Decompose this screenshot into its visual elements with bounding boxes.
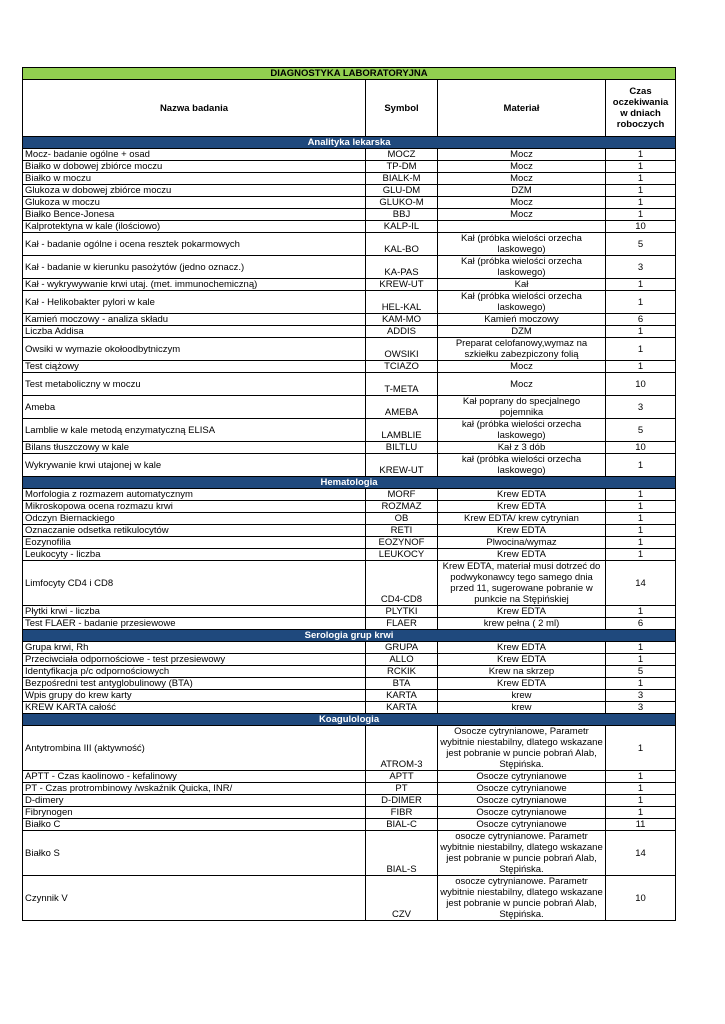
table-row — [23, 197, 676, 209]
cell-symbol: BTA — [366, 678, 438, 690]
header-days: Czas oczekiwania w dniach roboczych — [606, 80, 676, 137]
cell-name: Wpis grupy do krew karty — [23, 690, 366, 702]
cell-symbol: GLU-DM — [366, 185, 438, 197]
cell-symbol: MOCZ — [366, 149, 438, 161]
table-row — [23, 338, 676, 361]
cell-symbol: BILTLU — [366, 442, 438, 454]
table-row — [23, 618, 676, 630]
table-row — [23, 642, 676, 654]
table-row — [23, 537, 676, 549]
table-row — [23, 831, 676, 876]
table-row — [23, 807, 676, 819]
header-material: Materiał — [438, 80, 606, 137]
cell-symbol: KAL-BO — [366, 233, 438, 256]
cell-days: 3 — [606, 256, 676, 279]
section-title: Serologia grup krwi — [23, 630, 676, 642]
header-name: Nazwa badania — [23, 80, 366, 137]
cell-name: Antytrombina III (aktywność) — [23, 726, 366, 771]
cell-days: 1 — [606, 326, 676, 338]
cell-days: 3 — [606, 702, 676, 714]
cell-name: Czynnik V — [23, 876, 366, 921]
table-title: DIAGNOSTYKA LABORATORYJNA — [23, 68, 676, 80]
cell-days: 11 — [606, 819, 676, 831]
cell-name: Kał - badanie ogólne i ocena resztek pokarmowych — [23, 233, 366, 256]
cell-days: 1 — [606, 338, 676, 361]
cell-symbol: T-META — [366, 373, 438, 396]
cell-symbol: PT — [366, 783, 438, 795]
cell-days: 1 — [606, 795, 676, 807]
cell-days: 1 — [606, 149, 676, 161]
cell-days: 1 — [606, 654, 676, 666]
table-row — [23, 606, 676, 618]
cell-symbol: KREW-UT — [366, 279, 438, 291]
cell-days: 1 — [606, 549, 676, 561]
cell-days: 1 — [606, 361, 676, 373]
cell-name: Leukocyty - liczba — [23, 549, 366, 561]
cell-material: Kał — [438, 279, 606, 291]
table-row — [23, 314, 676, 326]
cell-material — [438, 221, 606, 233]
table-row — [23, 279, 676, 291]
cell-material: DZM — [438, 185, 606, 197]
header-symbol: Symbol — [366, 80, 438, 137]
cell-name: Grupa krwi, Rh — [23, 642, 366, 654]
table-row — [23, 256, 676, 279]
cell-material: krew pełna ( 2 ml) — [438, 618, 606, 630]
cell-symbol: APTT — [366, 771, 438, 783]
cell-name: KREW KARTA całość — [23, 702, 366, 714]
cell-name: Fibrynogen — [23, 807, 366, 819]
cell-symbol: FLAER — [366, 618, 438, 630]
table-row — [23, 173, 676, 185]
cell-material: Kamień moczowy — [438, 314, 606, 326]
cell-symbol: KARTA — [366, 702, 438, 714]
cell-material: Kał (próbka wielości orzecha laskowego) — [438, 256, 606, 279]
cell-name: Bezpośredni test antyglobulinowy (BTA) — [23, 678, 366, 690]
cell-symbol: CZV — [366, 876, 438, 921]
table-row — [23, 233, 676, 256]
cell-days: 1 — [606, 783, 676, 795]
section-header-row — [23, 714, 676, 726]
cell-days: 1 — [606, 501, 676, 513]
cell-days: 1 — [606, 209, 676, 221]
cell-material: Osocze cytrynianowe — [438, 783, 606, 795]
cell-days: 6 — [606, 618, 676, 630]
cell-days: 10 — [606, 442, 676, 454]
table-row — [23, 771, 676, 783]
cell-material: Mocz — [438, 161, 606, 173]
cell-symbol: HEL-KAL — [366, 291, 438, 314]
cell-name: Kał - badanie w kierunku pasożytów (jedno oznacz.) — [23, 256, 366, 279]
table-row — [23, 690, 676, 702]
cell-days: 5 — [606, 666, 676, 678]
cell-material: Krew EDTA — [438, 606, 606, 618]
cell-name: Przeciwciała odpornościowe - test przesiewowy — [23, 654, 366, 666]
table-row — [23, 666, 676, 678]
cell-name: PT - Czas protrombinowy /wskaźnik Quicka, INR/ — [23, 783, 366, 795]
cell-symbol: BIAL-S — [366, 831, 438, 876]
cell-days: 1 — [606, 807, 676, 819]
table-row — [23, 525, 676, 537]
cell-days: 1 — [606, 197, 676, 209]
cell-name: Test ciążowy — [23, 361, 366, 373]
table-row — [23, 654, 676, 666]
cell-name: Glukoza w moczu — [23, 197, 366, 209]
cell-name: Kalprotektyna w kale (ilościowo) — [23, 221, 366, 233]
cell-name: Kał - wykrywywanie krwi utaj. (met. immunochemiczną) — [23, 279, 366, 291]
cell-material: Osocze cytrynianowe — [438, 795, 606, 807]
table-row — [23, 221, 676, 233]
cell-material: Krew na skrzep — [438, 666, 606, 678]
cell-name: Oznaczanie odsetka retikulocytów — [23, 525, 366, 537]
cell-symbol: RCKIK — [366, 666, 438, 678]
cell-material: Mocz — [438, 149, 606, 161]
cell-material: Osocze cytrynianowe, Parametr wybitnie niestabilny, dlatego wskazane jest pobranie w puncie pobrań Alab, Stępińska. — [438, 726, 606, 771]
cell-material: Mocz — [438, 209, 606, 221]
cell-symbol: GRUPA — [366, 642, 438, 654]
cell-symbol: GLUKO-M — [366, 197, 438, 209]
cell-name: Limfocyty CD4 i CD8 — [23, 561, 366, 606]
cell-material: Kał (próbka wielości orzecha laskowego) — [438, 291, 606, 314]
table-row — [23, 396, 676, 419]
cell-days: 5 — [606, 419, 676, 442]
cell-days: 3 — [606, 690, 676, 702]
table-row — [23, 149, 676, 161]
cell-symbol: KARTA — [366, 690, 438, 702]
cell-symbol: MORF — [366, 489, 438, 501]
table-row — [23, 549, 676, 561]
cell-days: 1 — [606, 642, 676, 654]
cell-material: Kał poprany do specjalnego pojemnika — [438, 396, 606, 419]
cell-symbol: KA-PAS — [366, 256, 438, 279]
cell-symbol: BIALK-M — [366, 173, 438, 185]
cell-symbol: ALLO — [366, 654, 438, 666]
cell-name: Test metaboliczny w moczu — [23, 373, 366, 396]
cell-name: Wykrywanie krwi utajonej w kale — [23, 454, 366, 477]
section-title: Analityka lekarska — [23, 137, 676, 149]
cell-symbol: CD4-CD8 — [366, 561, 438, 606]
cell-material: Mocz — [438, 373, 606, 396]
cell-material: Mocz — [438, 173, 606, 185]
table-row — [23, 876, 676, 921]
section-header-row — [23, 630, 676, 642]
section-title: Koagulologia — [23, 714, 676, 726]
cell-material: krew — [438, 702, 606, 714]
cell-material: osocze cytrynianowe. Parametr wybitnie niestabilny, dlatego wskazane jest pobranie w puncie pobrań Alab, Stępińska. — [438, 831, 606, 876]
cell-material: Mocz — [438, 197, 606, 209]
cell-name: Test FLAER - badanie przesiewowe — [23, 618, 366, 630]
cell-name: Białko w moczu — [23, 173, 366, 185]
cell-days: 1 — [606, 678, 676, 690]
cell-days: 10 — [606, 373, 676, 396]
cell-material: krew — [438, 690, 606, 702]
cell-days: 10 — [606, 876, 676, 921]
cell-name: APTT - Czas kaolinowo - kefalinowy — [23, 771, 366, 783]
cell-days: 1 — [606, 771, 676, 783]
cell-days: 1 — [606, 513, 676, 525]
cell-symbol: EOZYNOF — [366, 537, 438, 549]
table-title-row — [23, 68, 676, 80]
cell-material: Osocze cytrynianowe — [438, 771, 606, 783]
cell-symbol: FIBR — [366, 807, 438, 819]
cell-days: 14 — [606, 831, 676, 876]
cell-symbol: KAM-MO — [366, 314, 438, 326]
cell-days: 1 — [606, 185, 676, 197]
cell-material: Krew EDTA — [438, 501, 606, 513]
cell-symbol: KALP-IL — [366, 221, 438, 233]
cell-name: Eozynofilia — [23, 537, 366, 549]
cell-days: 6 — [606, 314, 676, 326]
cell-symbol: LAMBLIE — [366, 419, 438, 442]
table-row — [23, 489, 676, 501]
cell-material: Krew EDTA — [438, 654, 606, 666]
cell-days: 5 — [606, 233, 676, 256]
cell-material: Osocze cytrynianowe — [438, 819, 606, 831]
cell-material: Osocze cytrynianowe — [438, 807, 606, 819]
section-header-row — [23, 477, 676, 489]
cell-material: Krew EDTA — [438, 549, 606, 561]
table-row — [23, 161, 676, 173]
cell-name: Liczba Addisa — [23, 326, 366, 338]
cell-name: Ameba — [23, 396, 366, 419]
cell-symbol: ADDIS — [366, 326, 438, 338]
cell-material: Krew EDTA/ krew cytrynian — [438, 513, 606, 525]
cell-symbol: D-DIMER — [366, 795, 438, 807]
cell-days: 1 — [606, 489, 676, 501]
table-row — [23, 454, 676, 477]
cell-days: 10 — [606, 221, 676, 233]
cell-symbol: KREW-UT — [366, 454, 438, 477]
cell-name: Owsiki w wymazie okołoodbytniczym — [23, 338, 366, 361]
table-row — [23, 419, 676, 442]
cell-symbol: PLYTKI — [366, 606, 438, 618]
cell-material: DZM — [438, 326, 606, 338]
table-row — [23, 361, 676, 373]
cell-material: kał (próbka wielości orzecha laskowego) — [438, 454, 606, 477]
cell-name: Odczyn Biernackiego — [23, 513, 366, 525]
cell-name: Lamblie w kale metodą enzymatyczną ELISA — [23, 419, 366, 442]
cell-symbol: BBJ — [366, 209, 438, 221]
table-row — [23, 501, 676, 513]
cell-name: Białko w dobowej zbiórce moczu — [23, 161, 366, 173]
cell-material: Preparat celofanowy,wymaz na szkiełku zabezpiczony folią — [438, 338, 606, 361]
cell-days: 1 — [606, 454, 676, 477]
cell-symbol: RETI — [366, 525, 438, 537]
cell-days: 3 — [606, 396, 676, 419]
cell-symbol: OWSIKI — [366, 338, 438, 361]
cell-name: Białko C — [23, 819, 366, 831]
cell-name: Glukoza w dobowej zbiórce moczu — [23, 185, 366, 197]
section-header-row — [23, 137, 676, 149]
cell-symbol: ATROM-3 — [366, 726, 438, 771]
table-row — [23, 561, 676, 606]
cell-material: Mocz — [438, 361, 606, 373]
table-row — [23, 326, 676, 338]
table-row — [23, 513, 676, 525]
lab-tests-table — [22, 67, 676, 921]
table-row — [23, 678, 676, 690]
table-row — [23, 726, 676, 771]
cell-days: 1 — [606, 291, 676, 314]
cell-days: 1 — [606, 279, 676, 291]
cell-symbol: AMEBA — [366, 396, 438, 419]
cell-name: Kamień moczowy - analiza składu — [23, 314, 366, 326]
cell-symbol: OB — [366, 513, 438, 525]
cell-days: 1 — [606, 537, 676, 549]
table-row — [23, 291, 676, 314]
table-row — [23, 209, 676, 221]
cell-name: Identyfikacja p/c odpornościowych — [23, 666, 366, 678]
table-row — [23, 185, 676, 197]
table-row — [23, 373, 676, 396]
cell-symbol: TP-DM — [366, 161, 438, 173]
header-row — [23, 80, 676, 137]
table-row — [23, 702, 676, 714]
cell-material: osocze cytrynianowe. Parametr wybitnie niestabilny, dlatego wskazane jest pobranie w puncie pobrań Alab, Stępińska. — [438, 876, 606, 921]
table-row — [23, 795, 676, 807]
table-row — [23, 819, 676, 831]
cell-symbol: BIAL-C — [366, 819, 438, 831]
cell-material: Kał (próbka wielości orzecha laskowego) — [438, 233, 606, 256]
cell-days: 14 — [606, 561, 676, 606]
section-title: Hematologia — [23, 477, 676, 489]
cell-days: 1 — [606, 606, 676, 618]
cell-symbol: ROZMAZ — [366, 501, 438, 513]
cell-name: Mikroskopowa ocena rozmazu krwi — [23, 501, 366, 513]
cell-name: Białko Bence-Jonesa — [23, 209, 366, 221]
cell-material: kał (próbka wielości orzecha laskowego) — [438, 419, 606, 442]
cell-name: Bilans tłuszczowy w kale — [23, 442, 366, 454]
cell-days: 1 — [606, 726, 676, 771]
cell-material: Krew EDTA — [438, 489, 606, 501]
cell-material: Krew EDTA — [438, 642, 606, 654]
cell-material: Krew EDTA — [438, 525, 606, 537]
cell-material: Plwocina/wymaz — [438, 537, 606, 549]
cell-name: Kał - Helikobakter pylori w kale — [23, 291, 366, 314]
cell-days: 1 — [606, 161, 676, 173]
cell-name: Mocz- badanie ogólne + osad — [23, 149, 366, 161]
table-row — [23, 783, 676, 795]
cell-name: Płytki krwi - liczba — [23, 606, 366, 618]
cell-material: Kał z 3 dób — [438, 442, 606, 454]
cell-symbol: LEUKOCY — [366, 549, 438, 561]
cell-name: D-dimery — [23, 795, 366, 807]
cell-name: Białko S — [23, 831, 366, 876]
cell-material: Krew EDTA — [438, 678, 606, 690]
table-row — [23, 442, 676, 454]
cell-symbol: TCIAZO — [366, 361, 438, 373]
cell-days: 1 — [606, 173, 676, 185]
cell-material: Krew EDTA, materiał musi dotrzeć do podwykonawcy tego samego dnia przed 11, sugerowane pobranie w punkcie na Stępińskiej — [438, 561, 606, 606]
table-body — [23, 137, 676, 921]
cell-days: 1 — [606, 525, 676, 537]
cell-name: Morfologia z rozmazem automatycznym — [23, 489, 366, 501]
